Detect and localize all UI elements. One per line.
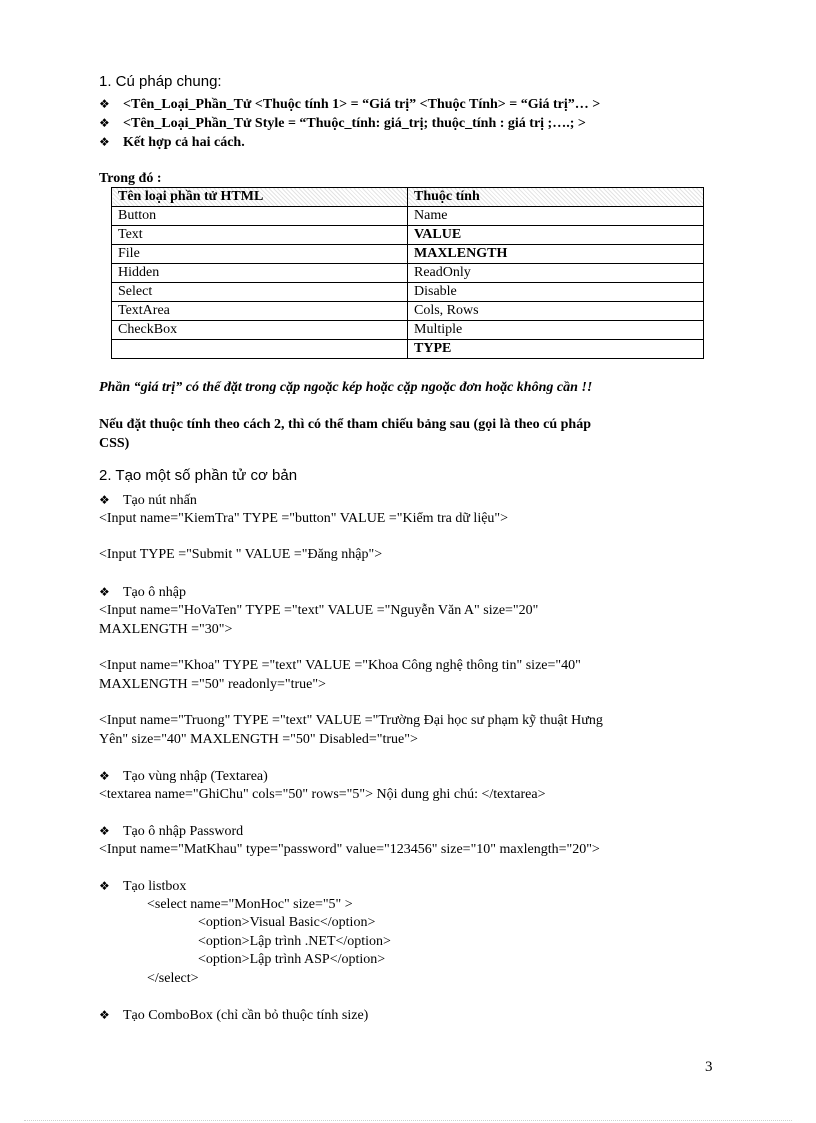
password-title: ❖ Tạo ô nhập Password (99, 824, 244, 839)
table-cell: MAXLENGTH (408, 245, 704, 264)
listbox-code-line: <select name="MonHoc" size="5" > (147, 897, 353, 912)
textarea-title: ❖ Tạo vùng nhập (Textarea) (99, 769, 268, 784)
table-row (112, 283, 704, 302)
text-title: ❖ Tạo ô nhập (99, 585, 186, 600)
listbox-code-line: </select> (147, 971, 199, 986)
listbox-code-line: <option>Visual Basic</option> (198, 915, 376, 930)
quote-note: Phần “giá trị” có thể đặt trong cặp ngoặc kép hoặc cặp ngoặc đơn hoặc không cần !! (99, 380, 593, 395)
listbox-code-line: <option>Lập trình .NET</option> (198, 934, 391, 949)
password-code: <Input name="MatKhau" type="password" value="123456" size="10" maxlength="20"> (99, 842, 600, 857)
table-cell: Multiple (408, 321, 704, 340)
table-cell: Disable (408, 283, 704, 302)
text-code-1-line-1: <Input name="HoVaTen" TYPE ="text" VALUE ="Nguyễn Văn A" size="20" (99, 603, 539, 618)
diamond-bullet-icon: ❖ (99, 1008, 110, 1022)
diamond-bullet-icon: ❖ (99, 879, 110, 893)
table-cell: TYPE (408, 340, 704, 359)
table-row (112, 321, 704, 340)
table-cell (112, 340, 408, 359)
table-row (112, 245, 704, 264)
table-cell: VALUE (408, 226, 704, 245)
trong-do-label: Trong đó : (99, 171, 162, 186)
diamond-bullet-icon: ❖ (99, 769, 110, 783)
section-1-heading: 1. Cú pháp chung: (99, 73, 222, 90)
diamond-bullet-icon: ❖ (99, 585, 110, 599)
table-header-cell: Thuộc tính (408, 188, 704, 207)
page-bottom-divider (24, 1120, 792, 1121)
text-code-3-line-1: <Input name="Truong" TYPE ="text" VALUE ="Trường Đại học sư phạm kỹ thuật Hưng (99, 713, 603, 728)
syntax-bullet-3: ❖ Kết hợp cả hai cách. (99, 135, 245, 150)
table-row (112, 207, 704, 226)
text-code-2-line-2: MAXLENGTH ="50" readonly="true"> (99, 677, 326, 692)
text-code-3-line-2: Yên" size="40" MAXLENGTH ="50" Disabled="true"> (99, 732, 418, 747)
table-header-cell: Tên loại phần tử HTML (112, 188, 408, 207)
button-code-2: <Input TYPE ="Submit " VALUE ="Đăng nhập"> (99, 547, 383, 562)
diamond-bullet-icon: ❖ (99, 824, 110, 838)
table-header-row (112, 188, 704, 207)
page-number: 3 (705, 1059, 713, 1075)
diamond-bullet-icon: ❖ (99, 135, 110, 149)
table-cell: File (112, 245, 408, 264)
css-note-line-2: CSS) (99, 436, 130, 451)
syntax-bullet-1: ❖ <Tên_Loại_Phần_Tử <Thuộc tính 1> = “Giá trị” <Thuộc Tính> = “Giá trị”… > (99, 97, 601, 112)
diamond-bullet-icon: ❖ (99, 97, 110, 111)
syntax-bullet-2: ❖ <Tên_Loại_Phần_Tử Style = “Thuộc_tính: giá_trị; thuộc_tính : giá trị ;….; > (99, 116, 586, 131)
textarea-code: <textarea name="GhiChu" cols="50" rows="5"> Nội dung ghi chú: </textarea> (99, 787, 546, 802)
css-note-line-1: Nếu đặt thuộc tính theo cách 2, thì có thể tham chiếu bảng sau (gọi là theo cú pháp (99, 417, 591, 432)
table-row (112, 302, 704, 321)
table-cell: Select (112, 283, 408, 302)
text-code-1-line-2: MAXLENGTH ="30"> (99, 622, 233, 637)
combobox-title: ❖ Tạo ComboBox (chỉ cần bỏ thuộc tính size) (99, 1008, 369, 1023)
table-cell: Name (408, 207, 704, 226)
diamond-bullet-icon: ❖ (99, 493, 110, 507)
table-cell: CheckBox (112, 321, 408, 340)
table-cell: TextArea (112, 302, 408, 321)
attribute-table (111, 187, 704, 359)
button-code-1: <Input name="KiemTra" TYPE ="button" VALUE ="Kiểm tra dữ liệu"> (99, 511, 509, 526)
table-cell: Button (112, 207, 408, 226)
button-title: ❖ Tạo nút nhấn (99, 493, 197, 508)
listbox-title: ❖ Tạo listbox (99, 879, 187, 894)
table-cell: Hidden (112, 264, 408, 283)
text-code-2-line-1: <Input name="Khoa" TYPE ="text" VALUE ="Khoa Công nghệ thông tin" size="40" (99, 658, 581, 673)
table-row (112, 264, 704, 283)
table-row (112, 340, 704, 359)
diamond-bullet-icon: ❖ (99, 116, 110, 130)
table-cell: Cols, Rows (408, 302, 704, 321)
table-cell: Text (112, 226, 408, 245)
section-2-heading: 2. Tạo một số phần tử cơ bản (99, 467, 298, 484)
table-cell: ReadOnly (408, 264, 704, 283)
listbox-code-line: <option>Lập trình ASP</option> (198, 952, 386, 967)
table-row (112, 226, 704, 245)
